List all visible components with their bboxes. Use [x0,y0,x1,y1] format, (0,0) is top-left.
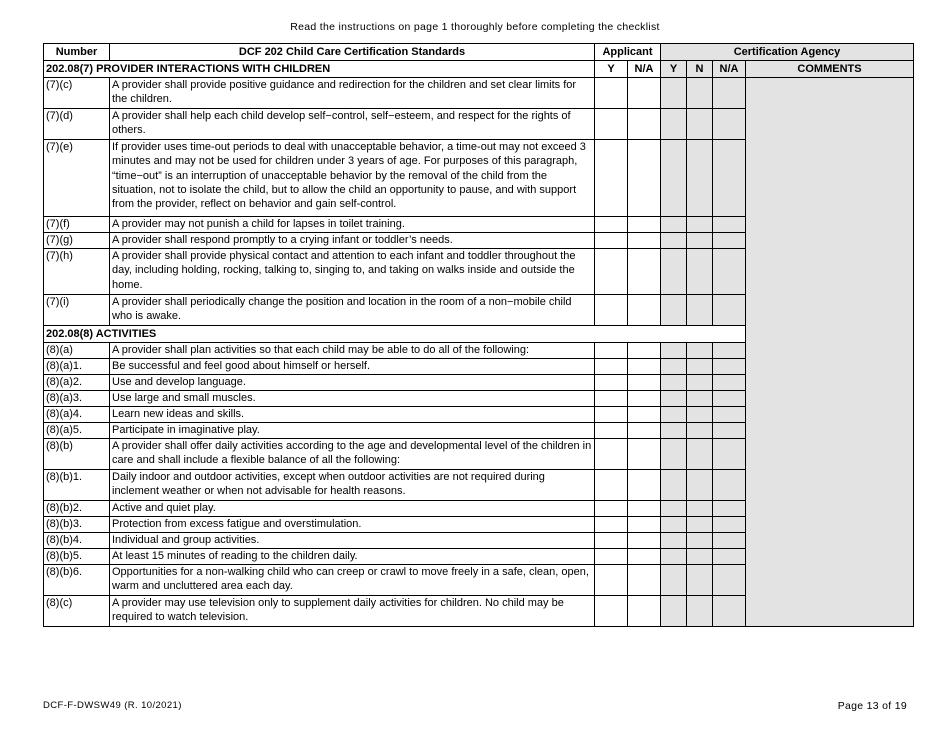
standard-text: A provider may use television only to supplement daily activities for children. No child may be required to watch television. [110,596,595,627]
applicant-na-checkbox[interactable] [628,470,661,501]
agency-y-checkbox[interactable] [661,343,687,359]
applicant-y-checkbox[interactable] [595,407,628,423]
applicant-y-checkbox[interactable] [595,140,628,217]
applicant-y-checkbox[interactable] [595,517,628,533]
standard-text: A provider shall offer daily activities according to the age and developmental level of the children in care and shall include a flexible balance of all the following: [110,439,595,470]
agency-n-checkbox[interactable] [687,359,713,375]
standard-text: Learn new ideas and skills. [110,407,595,423]
agency-y-checkbox[interactable] [661,140,687,217]
standard-text: A provider shall provide positive guidance and redirection for the children and set clear limits for the children. [110,78,595,109]
agency-y-checkbox[interactable] [661,517,687,533]
agency-na-checkbox[interactable] [713,359,746,375]
agency-n-checkbox[interactable] [687,391,713,407]
agency-y-checkbox[interactable] [661,391,687,407]
agency-n-checkbox[interactable] [687,549,713,565]
applicant-na-checkbox[interactable] [628,343,661,359]
standard-number: (7)(d) [44,109,110,140]
applicant-na-checkbox[interactable] [628,359,661,375]
applicant-na-checkbox[interactable] [628,391,661,407]
agency-na-checkbox[interactable] [713,78,746,109]
standard-number: (8)(b)1. [44,470,110,501]
agency-n-checkbox[interactable] [687,596,713,627]
applicant-y-checkbox[interactable] [595,295,628,326]
agency-na-checkbox[interactable] [713,375,746,391]
agency-na-checkbox[interactable] [713,295,746,326]
standard-number: (8)(a)1. [44,359,110,375]
subheader-comments: COMMENTS [746,61,914,78]
standard-text: A provider shall help each child develop self−control, self−esteem, and respect for the rights of others. [110,109,595,140]
standard-number: (8)(b)5. [44,549,110,565]
agency-n-checkbox[interactable] [687,233,713,249]
agency-na-checkbox[interactable] [713,423,746,439]
agency-na-checkbox[interactable] [713,140,746,217]
agency-n-checkbox[interactable] [687,249,713,295]
agency-na-checkbox[interactable] [713,549,746,565]
agency-na-checkbox[interactable] [713,233,746,249]
agency-y-checkbox[interactable] [661,109,687,140]
applicant-y-checkbox[interactable] [595,109,628,140]
instructions-note: Read the instructions on page 1 thoroughly before completing the checklist [290,21,660,33]
agency-y-checkbox[interactable] [661,549,687,565]
applicant-y-checkbox[interactable] [595,423,628,439]
agency-y-checkbox[interactable] [661,249,687,295]
standard-text: Protection from excess fatigue and overstimulation. [110,517,595,533]
standard-text: A provider shall periodically change the position and location in the room of a non−mobile child who is awake. [110,295,595,326]
applicant-na-checkbox[interactable] [628,423,661,439]
agency-n-checkbox[interactable] [687,375,713,391]
standard-number: (8)(a)2. [44,375,110,391]
agency-n-checkbox[interactable] [687,343,713,359]
agency-n-checkbox[interactable] [687,533,713,549]
page-number: Page 13 of 19 [837,700,907,712]
applicant-na-checkbox[interactable] [628,596,661,627]
agency-na-checkbox[interactable] [713,596,746,627]
applicant-y-checkbox[interactable] [595,549,628,565]
header-number: Number [44,44,110,61]
standard-text: A provider may not punish a child for lapses in toilet training. [110,217,595,233]
agency-y-checkbox[interactable] [661,596,687,627]
applicant-y-checkbox[interactable] [595,470,628,501]
applicant-na-checkbox[interactable] [628,249,661,295]
standard-number: (8)(b)2. [44,501,110,517]
agency-y-checkbox[interactable] [661,375,687,391]
standard-number: (8)(b)4. [44,533,110,549]
standard-number: (8)(a)5. [44,423,110,439]
applicant-y-checkbox[interactable] [595,217,628,233]
agency-y-checkbox[interactable] [661,423,687,439]
agency-n-checkbox[interactable] [687,565,713,596]
agency-na-checkbox[interactable] [713,391,746,407]
standard-number: (8)(b)3. [44,517,110,533]
table-row [44,78,914,109]
header-standards: DCF 202 Child Care Certification Standards [110,44,595,61]
applicant-na-checkbox[interactable] [628,109,661,140]
applicant-y-checkbox[interactable] [595,391,628,407]
agency-y-checkbox[interactable] [661,217,687,233]
standard-number: (7)(h) [44,249,110,295]
standard-text: Active and quiet play. [110,501,595,517]
applicant-y-checkbox[interactable] [595,565,628,596]
standard-number: (8)(b)6. [44,565,110,596]
standard-number: (7)(g) [44,233,110,249]
applicant-y-checkbox[interactable] [595,343,628,359]
applicant-na-checkbox[interactable] [628,501,661,517]
applicant-na-checkbox[interactable] [628,439,661,470]
applicant-y-checkbox[interactable] [595,533,628,549]
applicant-na-checkbox[interactable] [628,217,661,233]
standard-text: Be successful and feel good about himself or herself. [110,359,595,375]
applicant-na-checkbox[interactable] [628,295,661,326]
agency-n-checkbox[interactable] [687,407,713,423]
applicant-na-checkbox[interactable] [628,549,661,565]
agency-n-checkbox[interactable] [687,501,713,517]
standard-text: A provider shall plan activities so that each child may be able to do all of the following: [110,343,595,359]
agency-y-checkbox[interactable] [661,233,687,249]
standard-text: Opportunities for a non-walking child who can creep or crawl to move freely in a safe, clean, open, warm and uncluttered area each day. [110,565,595,596]
agency-y-checkbox[interactable] [661,565,687,596]
standard-number: (8)(a) [44,343,110,359]
agency-y-checkbox[interactable] [661,501,687,517]
standard-number: (7)(i) [44,295,110,326]
agency-na-checkbox[interactable] [713,249,746,295]
subheader-agency-na: N/A [713,61,746,78]
standard-number: (7)(e) [44,140,110,217]
standard-text: A provider shall provide physical contact and attention to each infant and toddler throughout the day, including holding, rocking, talking to, singing to, and taking on walks inside and outside the home. [110,249,595,295]
agency-na-checkbox[interactable] [713,533,746,549]
agency-n-checkbox[interactable] [687,109,713,140]
agency-y-checkbox[interactable] [661,470,687,501]
agency-na-checkbox[interactable] [713,517,746,533]
standard-number: (8)(a)4. [44,407,110,423]
applicant-y-checkbox[interactable] [595,501,628,517]
agency-na-checkbox[interactable] [713,501,746,517]
applicant-na-checkbox[interactable] [628,375,661,391]
agency-n-checkbox[interactable] [687,439,713,470]
applicant-na-checkbox[interactable] [628,517,661,533]
certification-checklist-table [43,43,914,627]
subheader-applicant-y: Y [595,61,628,78]
header-certification-agency: Certification Agency [661,44,914,61]
applicant-na-checkbox[interactable] [628,565,661,596]
agency-n-checkbox[interactable] [687,295,713,326]
applicant-na-checkbox[interactable] [628,140,661,217]
standard-number: (7)(c) [44,78,110,109]
agency-na-checkbox[interactable] [713,565,746,596]
applicant-y-checkbox[interactable] [595,78,628,109]
standard-text: Participate in imaginative play. [110,423,595,439]
standard-text: A provider shall respond promptly to a crying infant or toddler’s needs. [110,233,595,249]
subheader-applicant-na: N/A [628,61,661,78]
agency-n-checkbox[interactable] [687,423,713,439]
applicant-y-checkbox[interactable] [595,375,628,391]
section-header-row [44,61,914,78]
agency-n-checkbox[interactable] [687,78,713,109]
agency-n-checkbox[interactable] [687,470,713,501]
applicant-y-checkbox[interactable] [595,596,628,627]
agency-n-checkbox[interactable] [687,140,713,217]
standard-number: (8)(c) [44,596,110,627]
applicant-y-checkbox[interactable] [595,439,628,470]
comments-field[interactable] [746,78,914,627]
form-id: DCF-F-DWSW49 (R. 10/2021) [43,700,182,711]
agency-na-checkbox[interactable] [713,217,746,233]
subheader-agency-y: Y [661,61,687,78]
agency-y-checkbox[interactable] [661,407,687,423]
applicant-na-checkbox[interactable] [628,407,661,423]
agency-na-checkbox[interactable] [713,343,746,359]
agency-y-checkbox[interactable] [661,78,687,109]
agency-y-checkbox[interactable] [661,439,687,470]
header-applicant: Applicant [595,44,661,61]
applicant-na-checkbox[interactable] [628,233,661,249]
standard-text: Daily indoor and outdoor activities, except when outdoor activities are not required during inclement weather or when not advisable for health reasons. [110,470,595,501]
applicant-y-checkbox[interactable] [595,233,628,249]
standard-number: (8)(b) [44,439,110,470]
standard-text: Use large and small muscles. [110,391,595,407]
agency-y-checkbox[interactable] [661,533,687,549]
agency-na-checkbox[interactable] [713,470,746,501]
agency-y-checkbox[interactable] [661,295,687,326]
agency-na-checkbox[interactable] [713,439,746,470]
applicant-na-checkbox[interactable] [628,78,661,109]
applicant-y-checkbox[interactable] [595,249,628,295]
standard-text: Individual and group activities. [110,533,595,549]
standard-number: (7)(f) [44,217,110,233]
standard-number: (8)(a)3. [44,391,110,407]
subheader-agency-n: N [687,61,713,78]
agency-na-checkbox[interactable] [713,109,746,140]
section-title: 202.08(8) ACTIVITIES [44,326,746,343]
standard-text: At least 15 minutes of reading to the children daily. [110,549,595,565]
standard-text: If provider uses time-out periods to deal with unacceptable behavior, a time-out may not exceed 3 minutes and may not be used for children under 3 years of age. For purposes of this paragraph, “time−out” is an interruption of unacceptable behavior by the removal of the child from the situation, not to isolate the child, but to allow the child an opportunity to pause, and with support from the provider, reflect on behavior and gain self-control. [110,140,595,217]
standard-text: Use and develop language. [110,375,595,391]
agency-na-checkbox[interactable] [713,407,746,423]
applicant-na-checkbox[interactable] [628,533,661,549]
applicant-y-checkbox[interactable] [595,359,628,375]
agency-n-checkbox[interactable] [687,217,713,233]
section-title: 202.08(7) PROVIDER INTERACTIONS WITH CHILDREN [44,61,595,78]
agency-n-checkbox[interactable] [687,517,713,533]
agency-y-checkbox[interactable] [661,359,687,375]
